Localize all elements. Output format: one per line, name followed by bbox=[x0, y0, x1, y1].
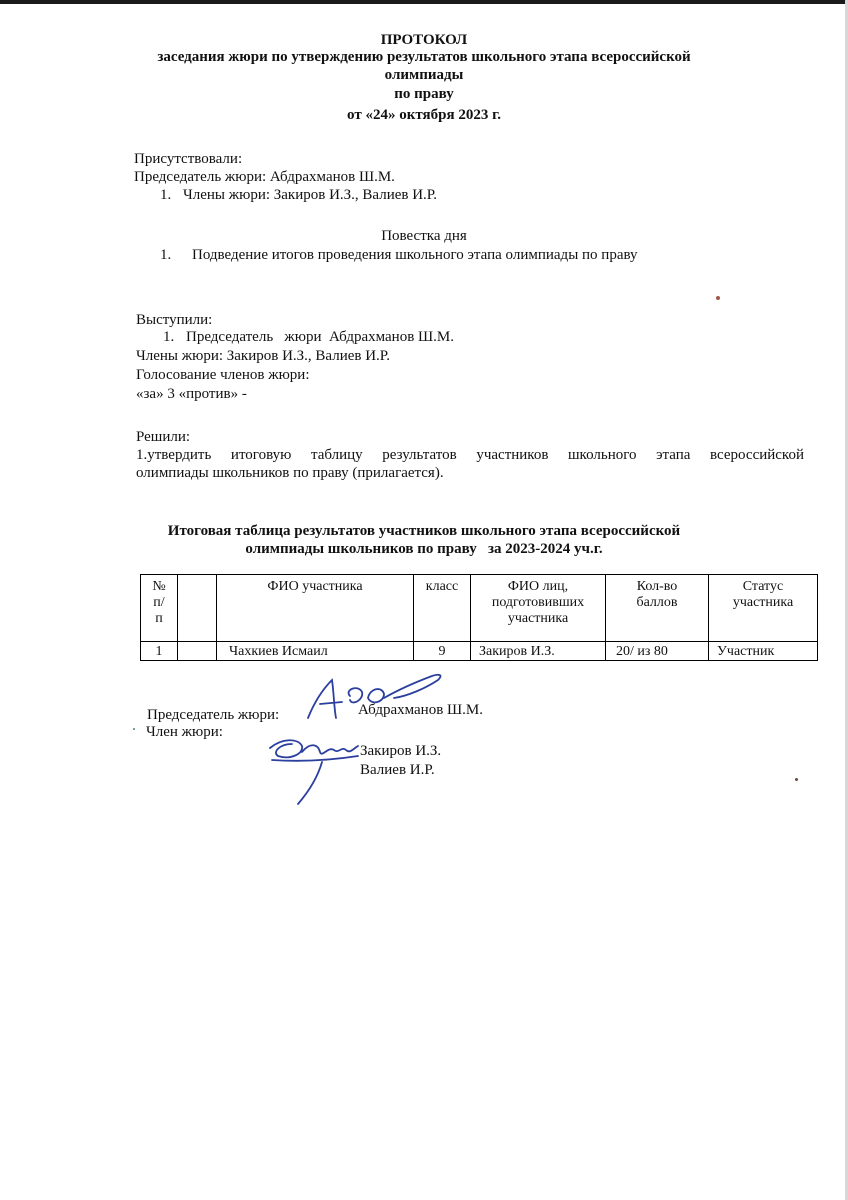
member-signature bbox=[262, 732, 368, 810]
agenda-item-number: 1. bbox=[160, 247, 172, 263]
results-table bbox=[140, 574, 818, 661]
vote-result: «за» 3 «против» - bbox=[136, 386, 247, 402]
signature-chair-label: Председатель жюри: bbox=[147, 707, 280, 723]
table-title-line2: олимпиады школьников по праву за 2023-2024 уч.г. bbox=[245, 541, 603, 557]
decision-line1: 1.утвердить итоговую таблицу результатов участников школьного этапа всероссийской bbox=[136, 447, 804, 463]
cell-num: 1 bbox=[141, 642, 178, 661]
agenda-item: Подведение итогов проведения школьного этапа олимпиады по праву bbox=[192, 247, 638, 263]
signature-member-label: Член жюри: bbox=[146, 724, 223, 740]
speakers-label: Выступили: bbox=[136, 312, 213, 328]
header-prepared-by bbox=[471, 575, 606, 642]
speakers-item: Председатель жюри Абдрахманов Ш.М. bbox=[186, 329, 455, 345]
header-prep-line3: участника bbox=[507, 611, 569, 626]
agenda-title: Повестка дня bbox=[381, 228, 467, 244]
signature-member1-name: Закиров И.З. bbox=[360, 743, 442, 759]
header-num-line3: п bbox=[155, 611, 163, 626]
header-class: класс bbox=[414, 575, 471, 642]
table-header-row bbox=[141, 575, 818, 642]
header-status-line1: Статус bbox=[742, 579, 784, 594]
cell-class: 9 bbox=[414, 642, 471, 661]
header-name: ФИО участника bbox=[217, 575, 414, 642]
document-title: ПРОТОКОЛ bbox=[380, 32, 468, 48]
attendance-chair: Председатель жюри: Абдрахманов Ш.М. bbox=[134, 169, 395, 185]
cell-name: Чахкиев Исмаил bbox=[217, 642, 414, 661]
header-status bbox=[709, 575, 818, 642]
speakers-item-number: 1. bbox=[163, 329, 175, 345]
header-num-line1: № bbox=[152, 579, 166, 594]
vote-label: Голосование членов жюри: bbox=[136, 367, 310, 383]
attendance-members: Члены жюри: Закиров И.З., Валиев И.Р. bbox=[183, 187, 438, 203]
decision-line2: олимпиады школьников по праву (прилагается). bbox=[136, 465, 444, 481]
signature-chair-name: Абдрахманов Ш.М. bbox=[358, 702, 483, 718]
speakers-members: Члены жюри: Закиров И.З., Валиев И.Р. bbox=[136, 348, 391, 364]
member-signature-stroke bbox=[270, 740, 358, 804]
header-blank bbox=[178, 575, 217, 642]
scan-top-edge bbox=[0, 0, 848, 4]
table-title-line1: Итоговая таблица результатов участников школьного этапа всероссийской bbox=[167, 523, 681, 539]
scan-speck bbox=[133, 728, 135, 730]
attendance-label: Присутствовали: bbox=[134, 151, 243, 167]
cell-score: 20/ из 80 bbox=[606, 642, 709, 661]
cell-prepared-by: Закиров И.З. bbox=[471, 642, 606, 661]
document-subtitle-line1: заседания жюри по утверждению результатов школьного этапа всероссийской bbox=[157, 49, 691, 65]
document-subtitle-line2: олимпиады bbox=[384, 67, 464, 83]
header-score-line2: баллов bbox=[636, 595, 678, 610]
scan-speck bbox=[795, 778, 798, 781]
header-num-line2: п/ bbox=[153, 595, 165, 610]
attendance-members-number: 1. bbox=[160, 187, 172, 203]
cell-blank bbox=[178, 642, 217, 661]
cell-status: Участник bbox=[709, 642, 818, 661]
scan-speck bbox=[716, 296, 720, 300]
header-prep-line2: подготовивших bbox=[491, 595, 585, 610]
header-prep-line1: ФИО лиц, bbox=[507, 579, 569, 594]
header-score bbox=[606, 575, 709, 642]
header-status-line2: участника bbox=[732, 595, 794, 610]
table-row bbox=[141, 642, 818, 661]
decision-label: Решили: bbox=[136, 429, 191, 445]
chair-signature bbox=[298, 668, 448, 726]
chair-signature-stroke bbox=[308, 675, 440, 718]
document-date: от «24» октября 2023 г. bbox=[347, 107, 501, 123]
header-score-line1: Кол-во bbox=[636, 579, 678, 594]
header-num bbox=[141, 575, 178, 642]
document-subtitle-line3: по праву bbox=[394, 86, 454, 102]
signature-member2-name: Валиев И.Р. bbox=[360, 762, 435, 778]
